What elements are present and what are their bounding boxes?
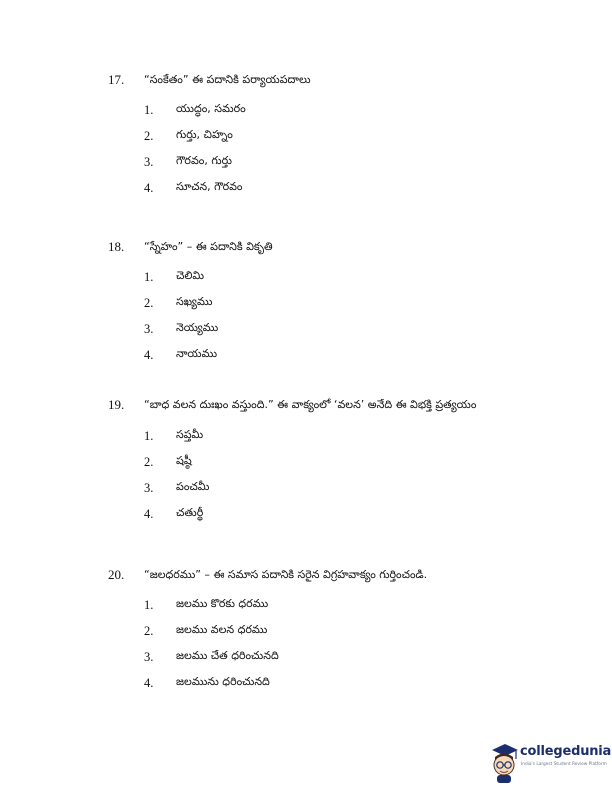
option-number: 1. [144,428,154,443]
option-text: గౌరవం, గుర్తు [176,154,232,167]
option-1 [144,264,508,290]
option-text: గుర్తు, చిహ్నం [176,128,233,141]
question-number: 20. [108,567,125,582]
option-text: నెయ్యము [176,321,219,334]
question-text: “జలధరము” – ఈ సమాస పదానికి సరైన విగ్రహవాక్యం గుర్తించండి. [144,568,428,581]
question-20 [108,566,508,696]
option-2 [144,290,508,316]
option-number: 4. [144,347,154,362]
option-2 [144,449,508,475]
collegedunia-logo[interactable] [488,738,612,784]
option-number: 3. [144,154,154,169]
option-3 [144,316,508,342]
option-text: సఖ్యము [176,295,213,308]
option-4 [144,175,508,201]
option-number: 2. [144,128,154,143]
question-17 [108,71,508,201]
option-number: 3. [144,321,154,336]
option-number: 3. [144,480,154,495]
option-text: నాయము [176,347,218,360]
option-text: సప్తమీ [176,428,204,441]
option-text: జలము చేత ధరించునది [176,649,279,662]
question-19 [108,396,508,527]
option-number: 4. [144,506,154,521]
option-1 [144,423,508,449]
option-3 [144,644,508,670]
option-text: పంచమీ [176,480,210,493]
option-text: చతుర్థీ [176,506,204,519]
option-number: 2. [144,623,154,638]
option-number: 2. [144,295,154,310]
option-number: 1. [144,269,154,284]
option-3 [144,149,508,175]
question-18 [108,238,508,368]
logo-tagline: India's Largest Student Review Platform [521,762,607,767]
option-text: జలము కొరకు ధరము [176,597,269,610]
option-text: సూచన, గౌరవం [176,180,243,193]
option-2 [144,618,508,644]
option-number: 4. [144,675,154,690]
question-text: “సంకేతం” ఈ పదానికి పర్యాయపదాలు [144,73,311,86]
question-number: 18. [108,239,125,254]
option-number: 2. [144,454,154,469]
logo-wordmark: collegedunia [520,744,612,759]
option-3 [144,475,508,501]
mascot-icon [488,740,520,784]
option-text: చెలిమి [176,269,205,282]
option-2 [144,123,508,149]
option-1 [144,592,508,618]
question-text: “బాధ వలన దుఃఖం వస్తుంది.” ఈ వాక్యంలో ‘వలన’ అనేది ఈ విభక్తి ప్రత్యయం [144,398,477,411]
option-text: యుద్ధం, సమరం [176,102,246,115]
option-4 [144,342,508,368]
option-text: షష్ఠీ [176,454,192,467]
question-text: “స్నేహం” – ఈ పదానికి వికృతి [144,240,273,253]
question-number: 17. [108,72,125,87]
question-number: 19. [108,397,125,412]
option-number: 4. [144,180,154,195]
option-4 [144,670,508,696]
option-number: 1. [144,597,154,612]
option-text: జలమును ధరించునది [176,675,270,688]
option-number: 1. [144,102,154,117]
option-number: 3. [144,649,154,664]
option-text: జలము వలన ధరము [176,623,268,636]
option-1 [144,97,508,123]
option-4 [144,501,508,527]
